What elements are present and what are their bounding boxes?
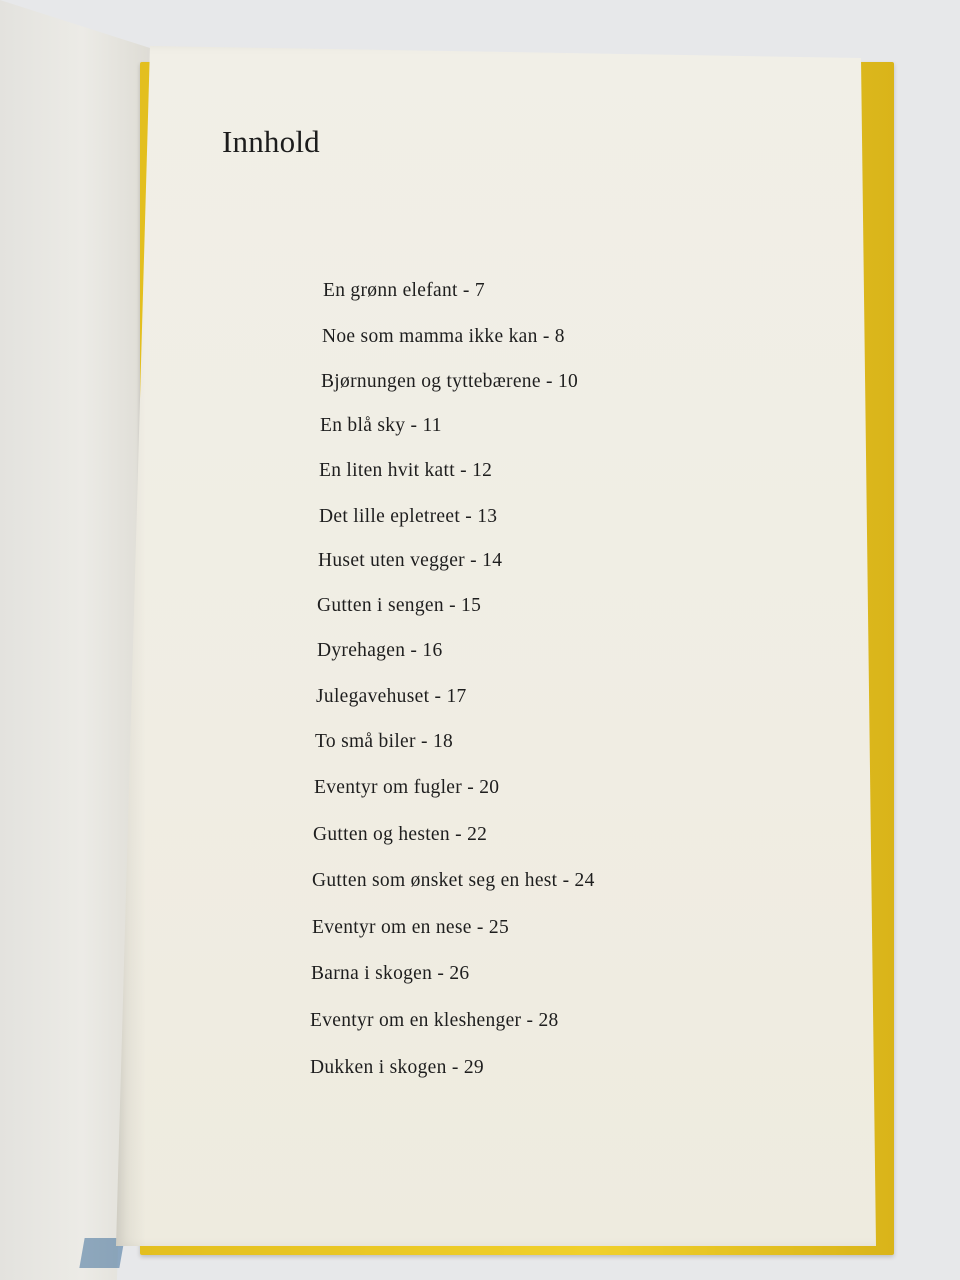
toc-entry: [311, 963, 469, 985]
toc-entry-page-number: 25: [488, 917, 509, 938]
toc-entry-title: Dyrehagen: [317, 640, 406, 661]
toc-entry: [319, 506, 497, 528]
toc-entry: [312, 917, 509, 939]
toc-entry-page-number: 8: [554, 326, 565, 347]
toc-entry: [313, 824, 487, 846]
toc-entry-page-number: 16: [422, 640, 443, 661]
toc-entry: [317, 640, 443, 662]
toc-entry-title: Det lille epletreet: [319, 506, 461, 527]
toc-entry: [310, 1010, 559, 1032]
toc-entry-separator: -: [462, 777, 480, 798]
toc-entry-separator: -: [432, 963, 450, 984]
toc-entry-page-number: 18: [432, 731, 454, 752]
toc-entry-title: Gutten som ønsket seg en hest: [312, 870, 558, 891]
toc-entry-page-number: 28: [538, 1010, 559, 1031]
toc-entry-title: Dukken i skogen: [310, 1057, 447, 1078]
toc-entry-page-number: 10: [557, 371, 579, 392]
toc-entry-title: Huset uten vegger: [318, 550, 465, 571]
toc-entry: [314, 777, 499, 799]
toc-entry-title: Eventyr om en nese: [312, 917, 472, 938]
toc-entry: [321, 371, 578, 393]
toc-entry-page-number: 26: [449, 963, 470, 984]
toc-entry-separator: -: [405, 415, 423, 436]
toc-entry-page-number: 11: [422, 415, 442, 436]
toc-entry-title: Eventyr om fugler: [314, 777, 463, 798]
toc-entry-title: En blå sky: [320, 415, 406, 436]
toc-entry: [312, 870, 595, 892]
toc-entry: [320, 415, 442, 437]
toc-entry: [317, 595, 481, 617]
toc-entry: [322, 326, 565, 348]
toc-entry-title: Barna i skogen: [311, 963, 433, 984]
toc-entry-page-number: 29: [463, 1057, 484, 1078]
toc-entry-page-number: 24: [574, 870, 595, 891]
toc-entry-separator: -: [457, 280, 475, 301]
toc-entry-separator: -: [557, 870, 575, 891]
toc-entry-title: Noe som mamma ikke kan: [322, 326, 538, 347]
toc-entry: [323, 280, 485, 302]
toc-entry-separator: -: [471, 917, 489, 938]
toc-entry-page-number: 12: [472, 460, 493, 481]
toc-entry-separator: -: [415, 731, 433, 752]
toc-entry: [319, 460, 492, 482]
toc-entry: [318, 550, 502, 572]
toc-entry-title: To små biler: [315, 731, 416, 752]
toc-entry-title: Julegavehuset: [316, 686, 430, 707]
toc-entry: [316, 686, 467, 708]
toc-entry-title: En grønn elefant: [323, 280, 458, 301]
toc-entry-separator: -: [429, 686, 447, 707]
toc-entry-page-number: 13: [477, 506, 498, 527]
toc-entry-separator: -: [405, 640, 423, 661]
toc-entry-page-number: 7: [474, 280, 485, 301]
right-page: [116, 46, 880, 1246]
toc-entry: [315, 731, 453, 753]
toc-entry-title: Gutten og hesten: [313, 824, 450, 845]
toc-entry-title: En liten hvit katt: [319, 460, 455, 481]
toc-entry-page-number: 17: [446, 686, 467, 707]
toc-entry-page-number: 22: [467, 824, 488, 845]
toc-entry-title: Eventyr om en kleshenger: [310, 1010, 522, 1031]
toc-entry-separator: -: [449, 824, 468, 845]
toc-entry-separator: -: [537, 326, 555, 347]
toc-entry-separator: -: [521, 1010, 539, 1031]
toc-entry-separator: -: [454, 460, 473, 481]
toc-entry-separator: -: [460, 506, 478, 527]
toc-entry: [310, 1057, 484, 1079]
page-title: Innhold: [222, 124, 320, 159]
toc-entry-page-number: 15: [461, 595, 482, 616]
toc-entry-page-number: 20: [479, 777, 500, 798]
toc-entry-separator: -: [540, 371, 558, 392]
toc-entry-separator: -: [446, 1057, 464, 1078]
toc-entry-page-number: 14: [482, 550, 503, 571]
toc-entry-title: Gutten i sengen: [317, 595, 444, 616]
toc-entry-separator: -: [443, 595, 462, 616]
toc-entry-title: Bjørnungen og tyttebærene: [321, 371, 541, 392]
toc-entry-separator: -: [464, 550, 483, 571]
